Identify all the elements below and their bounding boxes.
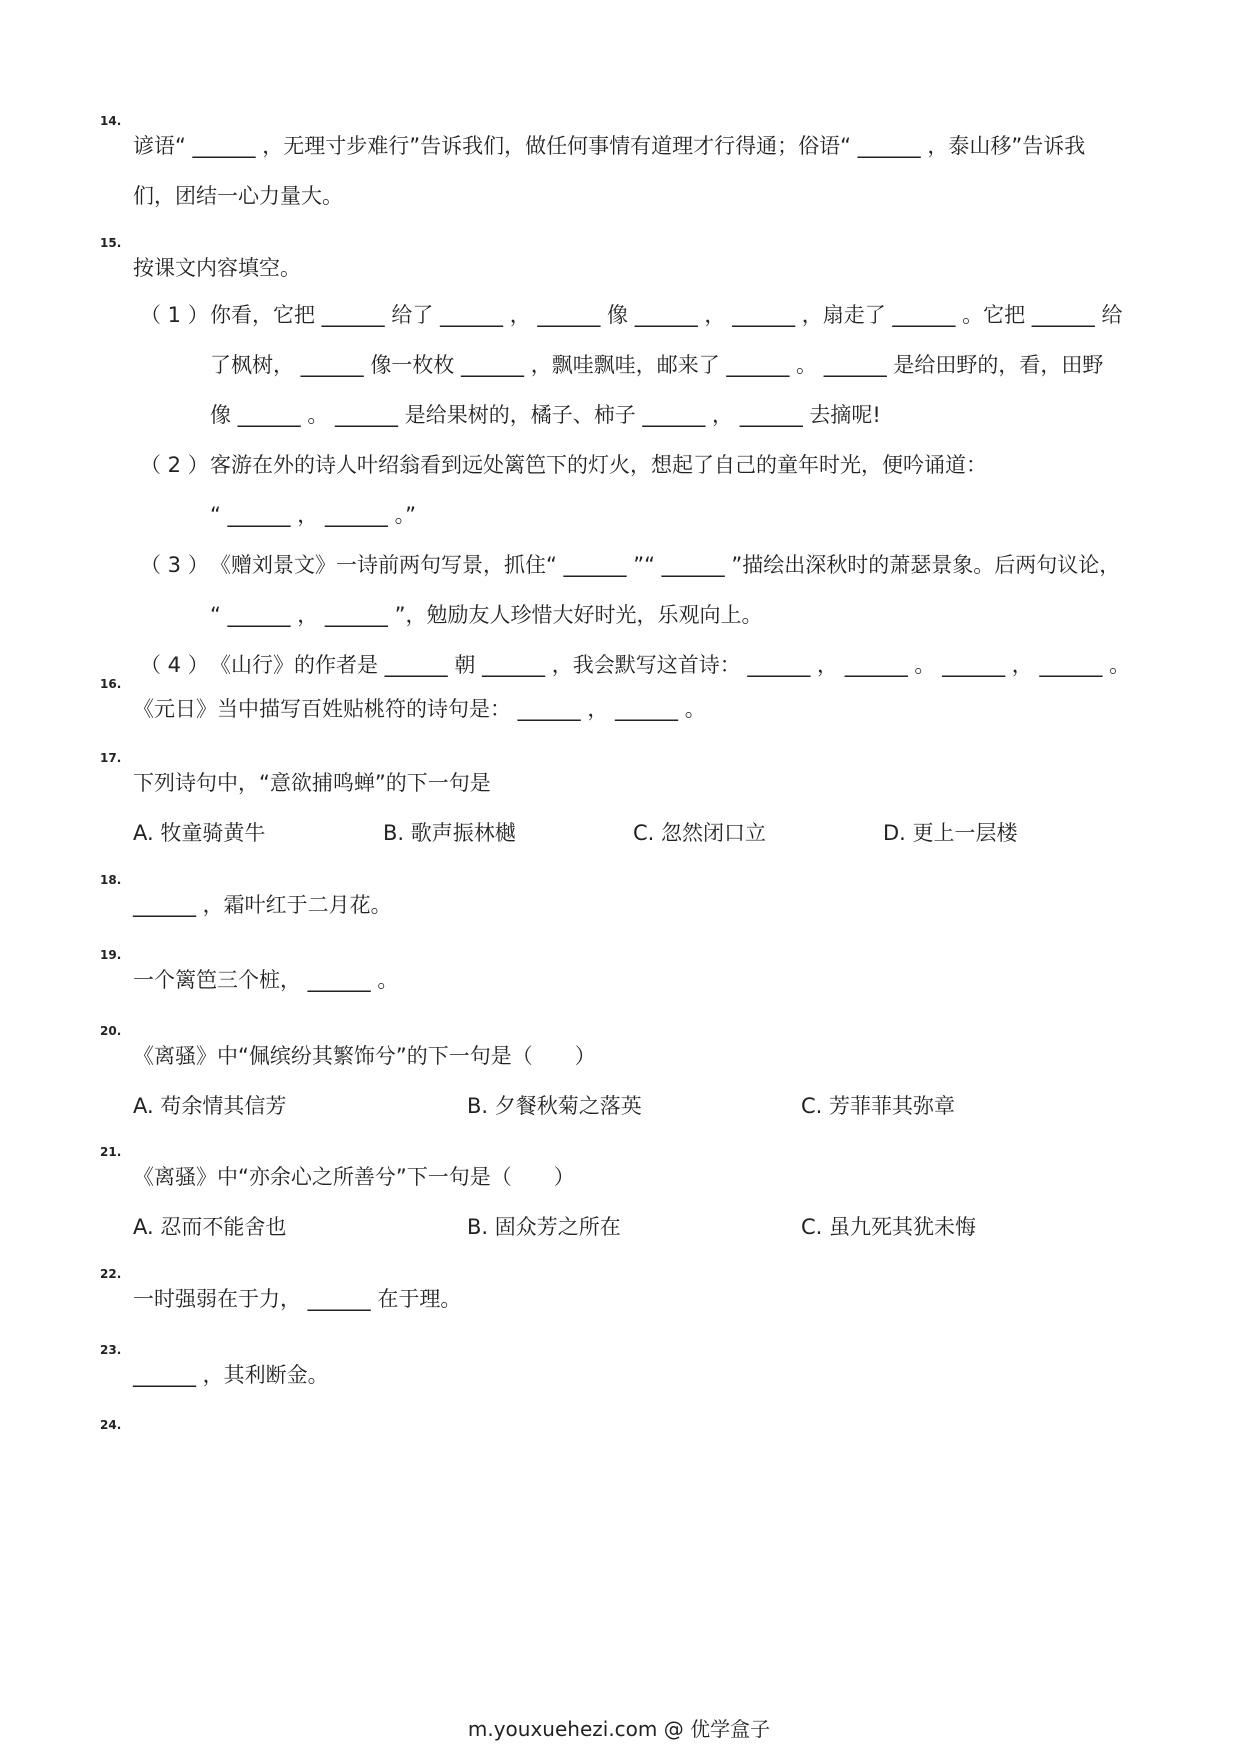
- question-number: 21.: [100, 1145, 122, 1159]
- option-c: C. 忽然闭口立: [633, 821, 767, 845]
- question-number: 20.: [100, 1024, 122, 1038]
- sub-text: “ ______ ， ______ 。”: [210, 503, 416, 527]
- question-number: 24.: [100, 1418, 122, 1432]
- question-19: [100, 948, 1142, 1005]
- question-number: 23.: [100, 1343, 122, 1357]
- question-text: 下列诗句中，“意欲捕鸣蝉”的下一句是: [133, 771, 491, 795]
- question-text: 《元日》当中描写百姓贴桃符的诗句是： ______ ， ______ 。: [133, 697, 706, 721]
- question-text: ______ ，霜叶红于二月花。: [133, 893, 392, 917]
- option-a: A. 苟余情其信芳: [133, 1094, 287, 1118]
- question-22: [100, 1267, 1142, 1324]
- question-17: [100, 751, 1142, 858]
- question-21: [100, 1145, 1142, 1252]
- sub-label: （ 1 ）: [140, 303, 209, 327]
- option-c: C. 芳菲菲其弥章: [801, 1094, 956, 1118]
- sub-question-3: [140, 540, 1142, 640]
- option-a: A. 牧童骑黄牛: [133, 821, 266, 845]
- question-20: [100, 1024, 1142, 1131]
- question-number: 15.: [100, 236, 122, 250]
- question-number: 19.: [100, 948, 122, 962]
- sub-label: （ 3 ）: [140, 553, 209, 577]
- question-15: [100, 236, 1142, 690]
- question-number: 22.: [100, 1267, 122, 1281]
- question-text: 《离骚》中“亦余心之所善兮”下一句是（ ）: [133, 1165, 575, 1189]
- sub-text: 了枫树， ______ 像一枚枚 ______ ，飘哇飘哇，邮来了 ______ 。 ______ 是给田野的，看，田野: [210, 353, 1104, 377]
- sub-text: 客游在外的诗人叶绍翁看到远处篱笆下的灯火，想起了自己的童年时光，便吟诵道：: [210, 453, 987, 477]
- question-number: 18.: [100, 873, 122, 887]
- sub-text: 像 ______ 。 ______ 是给果树的，橘子、柿子 ______ ， ______ 去摘呢!: [210, 403, 881, 427]
- option-b: B. 固众芳之所在: [467, 1215, 621, 1239]
- footer-watermark: m.youxuehezi.com @ 优学盒子: [467, 1717, 771, 1741]
- sub-question-4: [140, 640, 1142, 690]
- option-b: B. 夕餐秋菊之落英: [467, 1094, 642, 1118]
- question-18: [100, 873, 1142, 930]
- question-text: 一时强弱在于力， ______ 在于理。: [133, 1287, 462, 1311]
- question-text: 一个篱笆三个桩， ______ 。: [133, 968, 399, 992]
- option-c: C. 虽九死其犹未悔: [801, 1215, 977, 1239]
- question-stem: 按课文内容填空。: [133, 256, 301, 280]
- sub-text: 《山行》的作者是 ______ 朝 ______ ，我会默写这首诗： ______ ， ______ 。 ______ ， ______ 。: [210, 653, 1131, 677]
- question-text: ______ ，其利断金。: [133, 1363, 329, 1387]
- question-16: [100, 677, 1142, 734]
- option-d: D. 更上一层楼: [883, 821, 1018, 845]
- question-number: 14.: [100, 114, 122, 128]
- question-text: 们，团结一心力量大。: [133, 184, 343, 208]
- option-b: B. 歌声振林樾: [383, 821, 516, 845]
- sub-text: “ ______ ， ______ ”，勉励友人珍惜大好时光，乐观向上。: [210, 603, 763, 627]
- question-number: 17.: [100, 751, 122, 765]
- sub-question-1: [140, 290, 1142, 440]
- question-text: 谚语“ ______ ，无理寸步难行”告诉我们，做任何事情有道理才行得通；俗语“ ______ ，泰山移”告诉我: [133, 134, 1086, 158]
- option-a: A. 忍而不能舍也: [133, 1215, 287, 1239]
- question-14: [100, 114, 1142, 221]
- sub-label: （ 4 ）: [140, 653, 209, 677]
- sub-label: （ 2 ）: [140, 453, 209, 477]
- question-23: [100, 1343, 1142, 1400]
- sub-question-2: [140, 440, 1142, 540]
- sub-text: 你看，它把 ______ 给了 ______ ， ______ 像 ______ ， ______ ，扇走了 ______ 。它把 ______ 给: [210, 303, 1123, 327]
- question-number: 16.: [100, 677, 122, 691]
- sub-text: 《赠刘景文》一诗前两句写景，抓住“ ______ ”“ ______ ”描绘出深秋时的萧瑟景象。后两句议论，: [210, 553, 1121, 577]
- question-text: 《离骚》中“佩缤纷其繁饰兮”的下一句是（ ）: [133, 1044, 596, 1068]
